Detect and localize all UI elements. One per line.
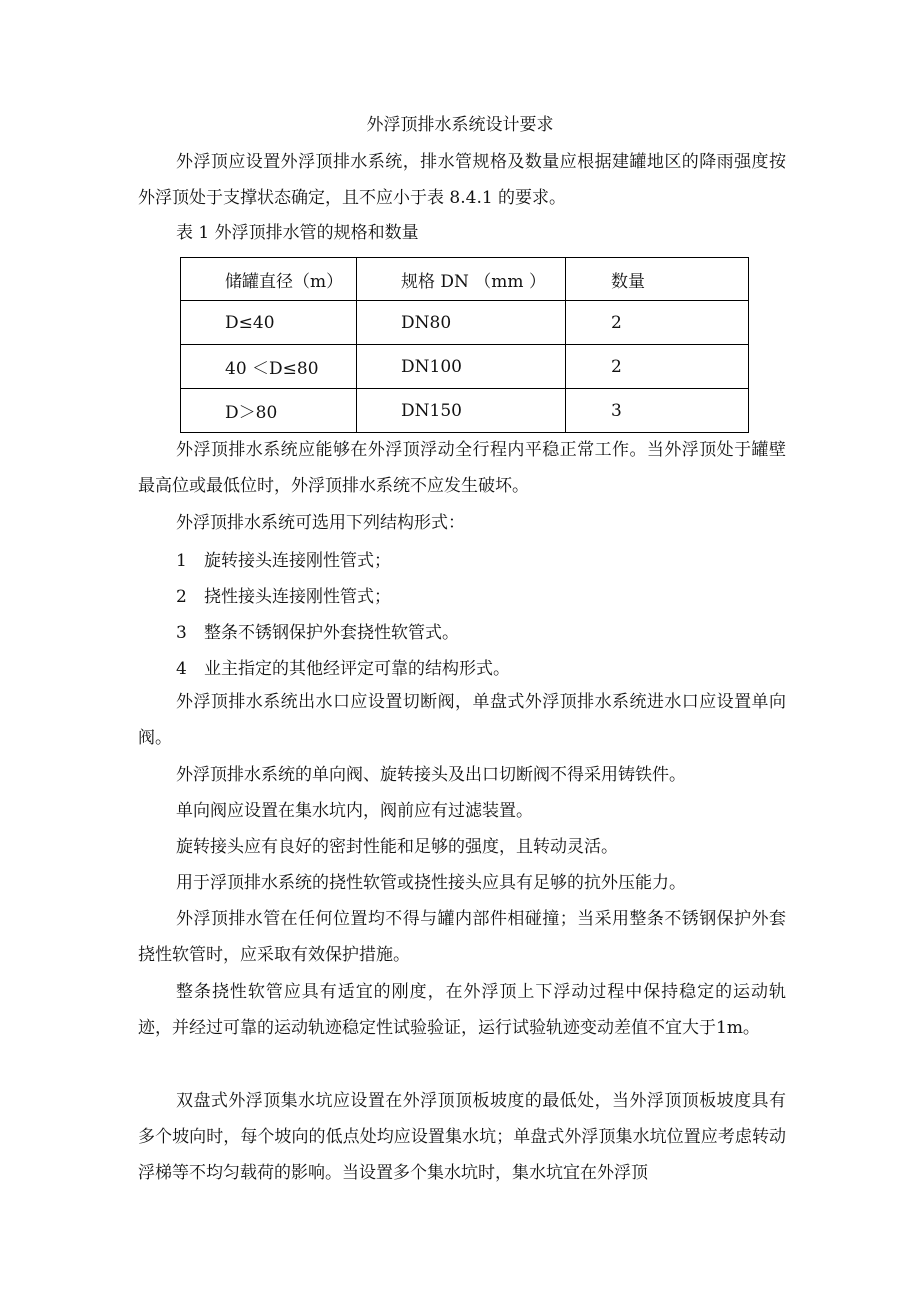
list-item-number: 3 — [176, 623, 187, 643]
cell-quantity: 2 — [566, 301, 749, 345]
document-title: 外浮顶排水系统设计要求 — [366, 115, 554, 135]
list-item-number: 1 — [176, 551, 187, 571]
table-caption: 表 1 外浮顶排水管的规格和数量 — [176, 223, 419, 243]
cell-spec: DN100 — [357, 345, 566, 389]
drain-pipe-table — [180, 257, 749, 433]
header-spec: 规格 DN （mm ） — [357, 258, 566, 301]
no-cast-iron-paragraph: 外浮顶排水系统的单向阀、旋转接头及出口切断阀不得采用铸铁件。 — [176, 765, 686, 785]
hose-paragraph: 用于浮顶排水系统的挠性软管或挠性接头应具有足够的抗外压能力。 — [176, 873, 686, 893]
list-item — [176, 584, 391, 610]
list-item — [176, 620, 459, 646]
list-item-text: 业主指定的其他经评定可靠的结构形式。 — [204, 659, 510, 679]
forms-paragraph: 外浮顶排水系统可选用下列结构形式： — [176, 513, 465, 533]
cell-diameter: D≤40 — [181, 301, 357, 345]
header-tank-diameter: 储罐直径（m） — [181, 258, 357, 301]
sump-paragraph: 双盘式外浮顶集水坑应设置在外浮顶顶板坡度的最低处，当外浮顶顶板坡度具有多个坡向时，每个坡向的低点处均应设置集水坑；单盘式外浮顶集水坑位置应考虑转动浮梯等不均匀载荷的影响。当设置多个集水坑时，集水坑宜在外浮顶 — [138, 1091, 786, 1183]
collision-paragraph: 外浮顶排水管在任何位置均不得与罐内部件相碰撞；当采用整条不锈钢保护外套挠性软管时，应采取有效保护措施。 — [138, 909, 786, 965]
outlet-paragraph: 外浮顶排水系统出水口应设置切断阀，单盘式外浮顶排水系统进水口应设置单向阀。 — [138, 692, 786, 748]
cell-quantity: 3 — [566, 389, 749, 433]
joint-paragraph: 旋转接头应有良好的密封性能和足够的强度，且转动灵活。 — [176, 837, 618, 857]
list-item-text: 整条不锈钢保护外套挠性软管式。 — [204, 623, 459, 643]
list-item — [176, 656, 510, 682]
list-item — [176, 548, 391, 574]
valve-paragraph: 单向阀应设置在集水坑内，阀前应有过滤装置。 — [176, 801, 533, 821]
list-item-text: 旋转接头连接刚性管式； — [204, 551, 391, 571]
table-header-row — [181, 258, 749, 301]
cell-quantity: 2 — [566, 345, 749, 389]
table-row — [181, 301, 749, 345]
intro-paragraph: 外浮顶应设置外浮顶排水系统，排水管规格及数量应根据建罐地区的降雨强度按外浮顶处于支撑状态确定，且不应小于表 8.4.1 的要求。 — [138, 152, 786, 208]
cell-spec: DN150 — [357, 389, 566, 433]
list-item-number: 4 — [176, 659, 187, 679]
cell-diameter: 40 ＜D≤80 — [181, 345, 357, 389]
work-paragraph: 外浮顶排水系统应能够在外浮顶浮动全行程内平稳正常工作。当外浮顶处于罐壁最高位或最低位时，外浮顶排水系统不应发生破坏。 — [138, 440, 786, 496]
table-row — [181, 345, 749, 389]
list-item-number: 2 — [176, 587, 187, 607]
cell-diameter: D＞80 — [181, 389, 357, 433]
stiffness-paragraph: 整条挠性软管应具有适宜的刚度，在外浮顶上下浮动过程中保持稳定的运动轨迹，并经过可靠的运动轨迹稳定性试验验证，运行试验轨迹变动差值不宜大于1m。 — [138, 982, 786, 1038]
list-item-text: 挠性接头连接刚性管式； — [204, 587, 391, 607]
table-row — [181, 389, 749, 433]
cell-spec: DN80 — [357, 301, 566, 345]
header-quantity: 数量 — [566, 258, 749, 301]
